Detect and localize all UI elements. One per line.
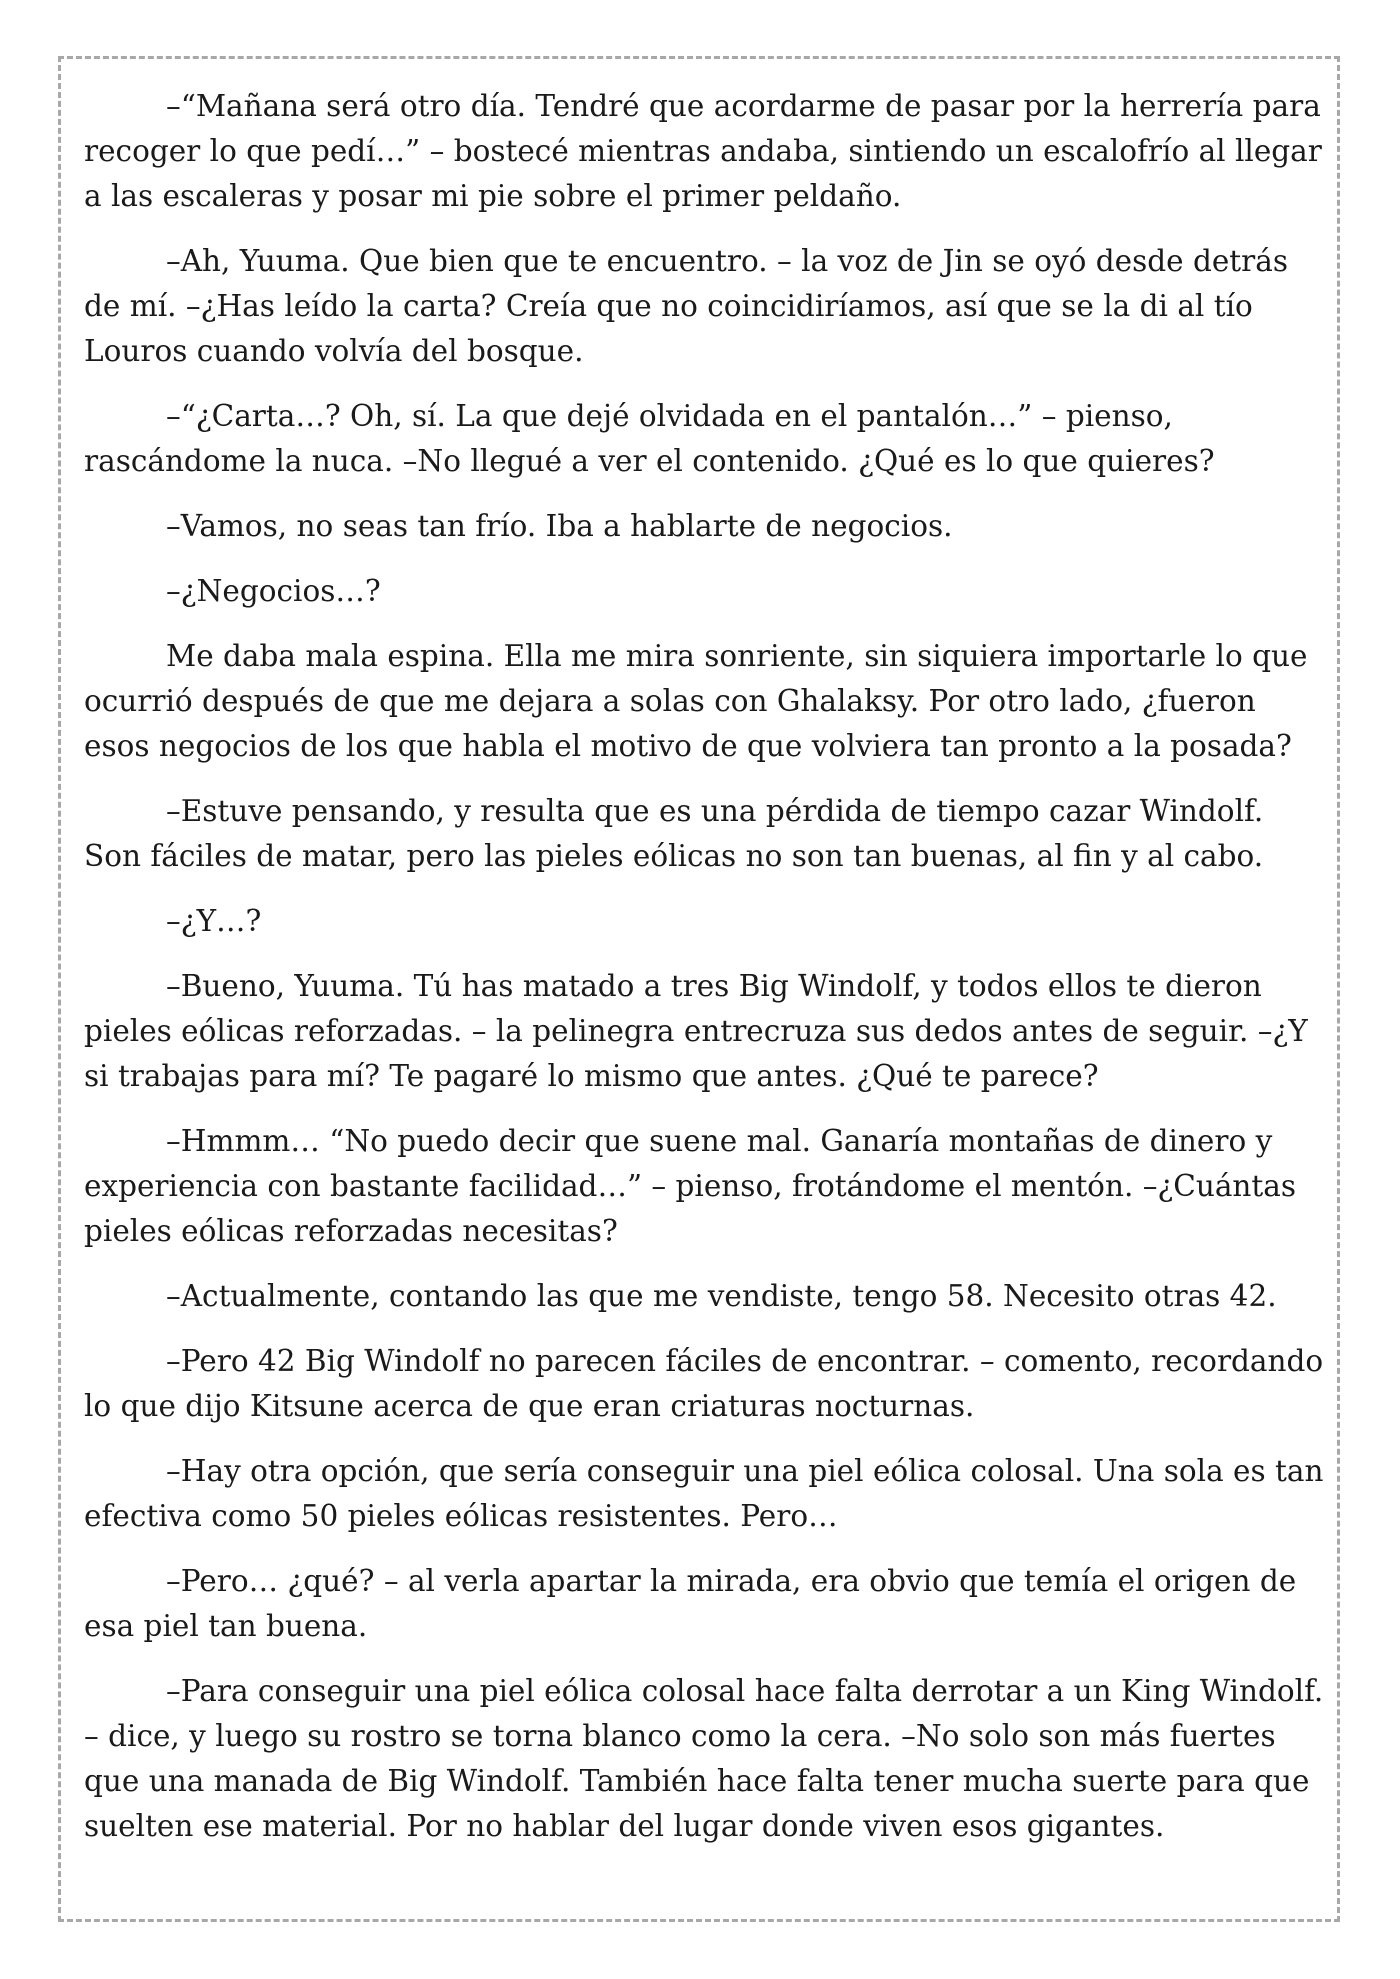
- paragraph: –Vamos, no seas tan frío. Iba a hablarte de negocios.: [166, 509, 953, 543]
- paragraph: –Hmmm… “No puedo decir que suene mal. Ganaría montañas de dinero y experiencia con bastante facilidad…” – pienso, frotándome el mentón. –¿Cuántas pieles eólicas reforzadas necesitas?: [84, 1124, 1297, 1248]
- paragraph: –Para conseguir una piel eólica colosal hace falta derrotar a un King Windolf. – dice, y luego su rostro se torna blanco como la cera. –No solo son más fuertes que una manada de Big Windolf. También hace falta tener mucha suerte para que suelten ese material. Por no hablar del lugar donde viven esos gigantes.: [84, 1674, 1324, 1843]
- paragraph: –¿Y…?: [166, 904, 262, 938]
- paragraph: –Estuve pensando, y resulta que es una pérdida de tiempo cazar Windolf. Son fáciles de matar, pero las pieles eólicas no son tan buenas, al fin y al cabo.: [84, 794, 1264, 873]
- paragraph: –¿Negocios…?: [166, 574, 381, 608]
- paragraph: –Actualmente, contando las que me vendiste, tengo 58. Necesito otras 42.: [166, 1279, 1277, 1313]
- paragraph: –Ah, Yuuma. Que bien que te encuentro. – la voz de Jin se oyó desde detrás de mí. –¿Has leído la carta? Creía que no coincidiríamos, así que se la di al tío Louros cuando volvía del bosque.: [84, 244, 1288, 368]
- paragraph: –Pero… ¿qué? – al verla apartar la mirada, era obvio que temía el origen de esa piel tan buena.: [84, 1564, 1297, 1643]
- paragraph: Me daba mala espina. Ella me mira sonriente, sin siquiera importarle lo que ocurrió después de que me dejara a solas con Ghalaksy. Por otro lado, ¿fueron esos negocios de los que habla el motivo de que volviera tan pronto a la posada?: [84, 639, 1308, 763]
- paragraph: –“¿Carta…? Oh, sí. La que dejé olvidada en el pantalón…” – pienso, rascándome la nuca. –No llegué a ver el contenido. ¿Qué es lo que quieres?: [84, 399, 1215, 478]
- paragraph: –Hay otra opción, que sería conseguir una piel eólica colosal. Una sola es tan efectiva como 50 pieles eólicas resistentes. Pero…: [84, 1454, 1324, 1533]
- document-body: [84, 84, 1324, 1869]
- paragraph: –Bueno, Yuuma. Tú has matado a tres Big Windolf, y todos ellos te dieron pieles eólicas reforzadas. – la pelinegra entrecruza sus dedos antes de seguir. –¿Y si trabajas para mí? Te pagaré lo mismo que antes. ¿Qué te parece?: [84, 969, 1308, 1093]
- paragraph: –Pero 42 Big Windolf no parecen fáciles de encontrar. – comento, recordando lo que dijo Kitsune acerca de que eran criaturas nocturnas.: [84, 1344, 1324, 1423]
- paragraph: –“Mañana será otro día. Tendré que acordarme de pasar por la herrería para recoger lo que pedí…” – bostecé mientras andaba, sintiendo un escalofrío al llegar a las escaleras y posar mi pie sobre el primer peldaño.: [84, 89, 1322, 213]
